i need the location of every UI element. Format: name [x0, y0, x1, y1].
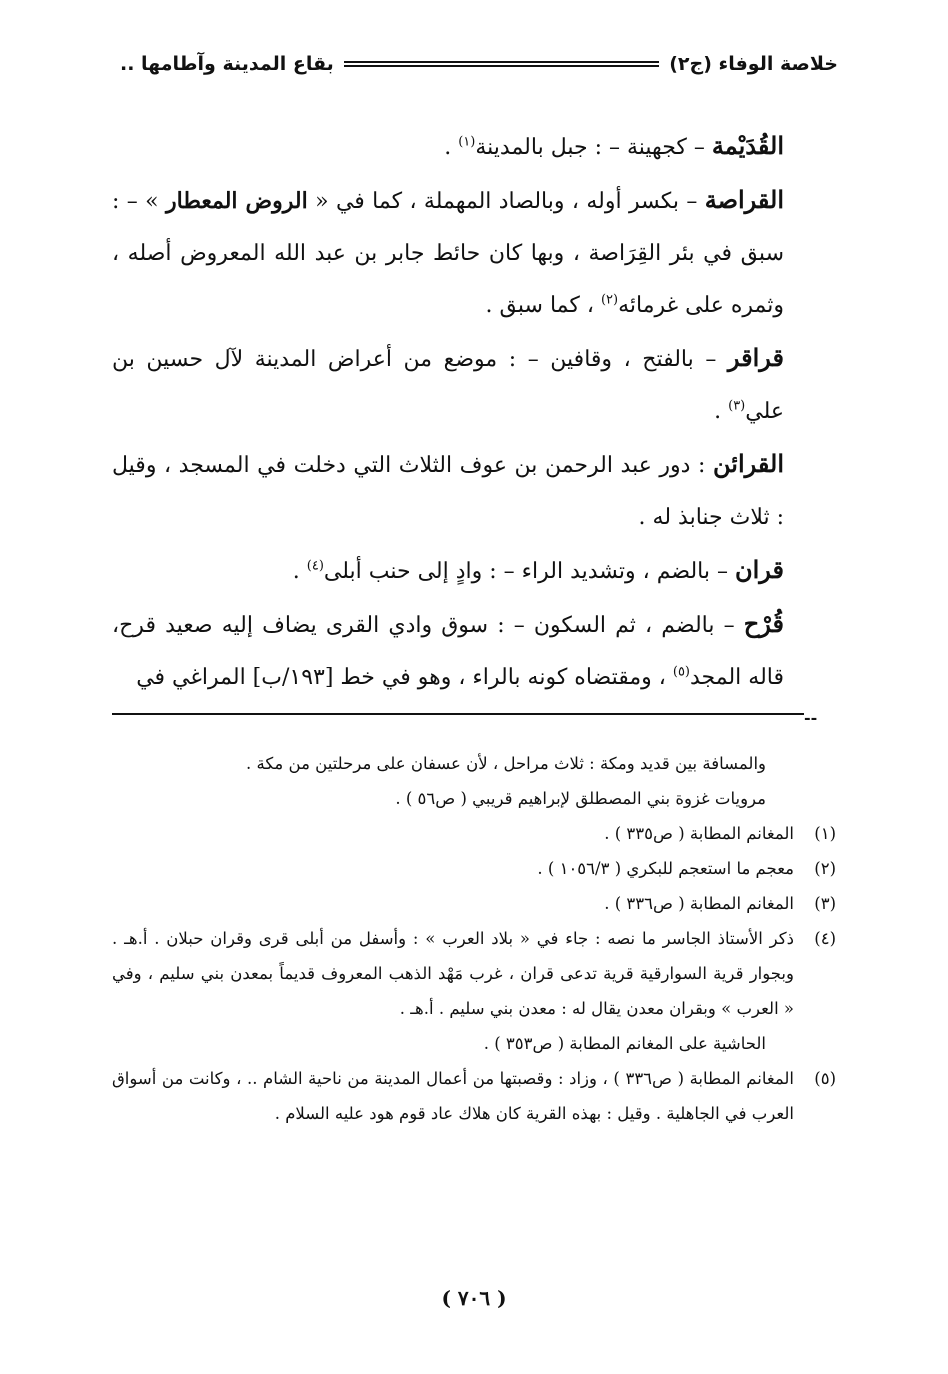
header-chapter-title: بقاع المدينة وآطامها ..	[120, 53, 334, 75]
footnote-4-citation: الحاشية على المغانم المطابة ( ص٣٥٣ ) .	[483, 1034, 766, 1053]
page-number: ( ٧٠٦ )	[441, 1286, 507, 1310]
footnote-text: ذكر الأستاذ الجاسر ما نصه : جاء في « بلاد العرب » : وأسفل من أبلى قرى وقران حبلان . أ.هـ . وبجوار قرية السوارقية قرية تدعى قران ، غرب مَهْد الذهب المعروف قديماً بمعدن بني سليم ، وفي « العرب » وبقران معدن يقال له : معدن بني سليم . أ.هـ .	[112, 929, 794, 1018]
footnote-carryover-2: مرويات غزوة بني المصطلق لإبراهيم قريبي ( ص٥٦ ) .	[395, 789, 766, 808]
entry-headword: قراقر	[727, 343, 784, 372]
footnote-separator	[112, 713, 804, 715]
footnote-text: المغانم المطابة ( ص٣٣٦ ) ، وزاد : وقصبتها من أعمال المدينة من ناحية الشام .. ، وكانت من أسواق العرب في الجاهلية . وقيل : بهذه القرية كان هلاك عاد قوم هود عليه السلام .	[112, 1069, 794, 1123]
footnote-number: (٤)	[814, 929, 836, 948]
entry-headword: قران	[734, 555, 784, 584]
entry-body: – بالضم ، وتشديد الراء – : وادٍ إلى حنب أبلى	[323, 559, 735, 584]
entry-qudayma	[112, 120, 836, 174]
footnotes	[112, 746, 836, 1131]
header-rule	[344, 61, 659, 67]
main-text	[112, 120, 836, 704]
entry-qurh	[112, 598, 836, 704]
footnote-number: (٥)	[814, 1069, 836, 1088]
footnote-ref: (٢)	[600, 292, 619, 308]
footnote-number: (١)	[814, 824, 836, 843]
entry-body: – بكسر أوله ، وبالصاد المهملة ، كما في «	[307, 189, 705, 214]
footnote-text: المغانم المطابة ( ص٣٣٦ ) .	[604, 894, 794, 913]
entry-qurasa	[112, 174, 836, 332]
entry-qaraen	[112, 438, 836, 544]
entry-headword: القرائن	[713, 449, 784, 478]
entry-qaraqir	[112, 332, 836, 438]
footnote-continuation-mark: --	[804, 708, 818, 727]
footnote-ref: (٥)	[672, 664, 690, 680]
footnote-4	[112, 921, 836, 1026]
footnote-2	[112, 851, 836, 886]
footnote-carryover-1: والمسافة بين قديد ومكة : ثلاث مراحل ، لأن عسفان على مرحلتين من مكة .	[245, 754, 766, 773]
entry-headword: القراصة	[704, 185, 785, 214]
entry-tail: ، كما سبق .	[485, 293, 601, 318]
entry-tail: ، ومقتضاه كونه بالراء ، وهو في خط [١٩٣/ب] المراغي في	[136, 665, 673, 690]
footnote-number: (٣)	[814, 894, 836, 913]
footnote-ref: (١)	[458, 134, 476, 150]
footnote-ref: (٣)	[728, 398, 746, 414]
entry-qiran	[112, 544, 836, 598]
footnote-text: المغانم المطابة ( ص٣٣٥ ) .	[604, 824, 794, 843]
entry-body: – بالفتح ، وقافين – : موضع من أعراض المدينة لآل حسين بن علي	[112, 347, 784, 424]
footnote-3	[112, 886, 836, 921]
entry-body: – بالضم ، ثم السكون – : سوق وادي القرى يضاف إليه صعيد قرح، قاله المجد	[112, 613, 784, 690]
entry-headword: القُدَيْمة	[711, 131, 784, 160]
footnote-1	[112, 816, 836, 851]
running-header	[120, 48, 838, 80]
footnote-ref: (٤)	[306, 558, 324, 574]
footnote-text: معجم ما استعجم للبكري ( ١٠٥٦/٣ ) .	[537, 859, 794, 878]
entry-body-cont: » – : سبق في بئر القِرَاصة ، وبها كان حائط جابر بن عبد الله المعروض أصله ، وثمره على غرمائه	[112, 189, 784, 318]
entry-tail: .	[292, 559, 307, 584]
entry-tail: .	[444, 135, 459, 160]
header-book-title: خلاصة الوفاء (ج٢)	[669, 53, 838, 75]
entry-headword: قُرْح	[743, 609, 784, 638]
entry-body: : دور عبد الرحمن بن عوف الثلاث التي دخلت في المسجد ، وقيل : ثلاث جنابذ له .	[112, 453, 784, 530]
source-title: الروض المعطار	[166, 188, 308, 214]
entry-body: – كجهينة – : جبل بالمدينة	[475, 135, 712, 160]
entry-tail: .	[714, 399, 729, 424]
footnote-5	[112, 1061, 836, 1131]
footnote-number: (٢)	[814, 859, 836, 878]
